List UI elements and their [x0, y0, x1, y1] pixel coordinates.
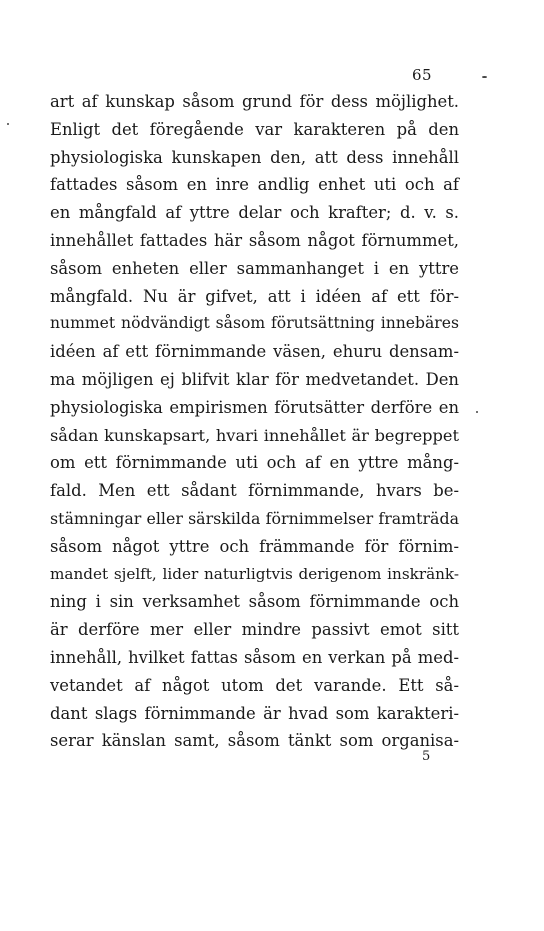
text-line: såsom något yttre och främmande för förnim-: [50, 536, 459, 556]
text-line: sådan kunskapsart, hvari innehållet är begreppet: [50, 425, 459, 445]
text-line: stämningar eller särskilda förnimmelser framträda: [50, 508, 459, 528]
signature-mark: 5: [422, 749, 431, 764]
text-line: Enligt det föregående var karakteren på den: [50, 119, 459, 139]
text-line: mandet sjelft, lider naturligtvis derigenom inskränk-: [50, 564, 459, 583]
body-text: [50, 88, 459, 755]
text-line: är derföre mer eller mindre passivt emot sitt: [50, 620, 459, 640]
text-line: nummet nödvändigt såsom förutsättning innebäres: [50, 314, 459, 333]
text-line: physiologiska empirismen förutsätter derföre en: [50, 397, 459, 417]
text-line: art af kunskap såsom grund för dess möjlighet.: [50, 92, 459, 111]
text-line: ning i sin verksamhet såsom förnimmande och: [50, 592, 459, 612]
text-line: ma möjligen ej blifvit klar för medvetandet. Den: [50, 369, 459, 389]
text-line: innehåll, hvilket fattas såsom en verkan på med-: [50, 647, 459, 667]
text-line: om ett förnimmande uti och af en yttre mång-: [50, 453, 459, 473]
ink-speck: [7, 123, 9, 125]
text-line: physiologiska kunskapen den, att dess innehåll: [50, 147, 459, 167]
text-line: vetandet af något utom det varande. Ett så-: [50, 675, 459, 695]
page-number: 65: [412, 66, 433, 84]
text-line: dant slags förnimmande är hvad som karakteri-: [50, 703, 459, 723]
text-line: mångfald. Nu är gifvet, att i idéen af ett för-: [50, 286, 459, 306]
text-line: idéen af ett förnimmande väsen, ehuru densam-: [50, 342, 459, 362]
text-line: serar känslan samt, såsom tänkt som organisa-: [50, 731, 459, 751]
text-line: fald. Men ett sådant förnimmande, hvars be-: [50, 481, 459, 501]
ink-speck: [476, 411, 478, 413]
text-line: innehållet fattades här såsom något förnummet,: [50, 230, 459, 250]
text-line: fattades såsom en inre andlig enhet uti och af: [50, 175, 459, 195]
ink-speck: [482, 76, 487, 78]
text-line: en mångfald af yttre delar och krafter; d. v. s.: [50, 203, 459, 223]
text-line: såsom enheten eller sammanhanget i en yttre: [50, 258, 459, 278]
